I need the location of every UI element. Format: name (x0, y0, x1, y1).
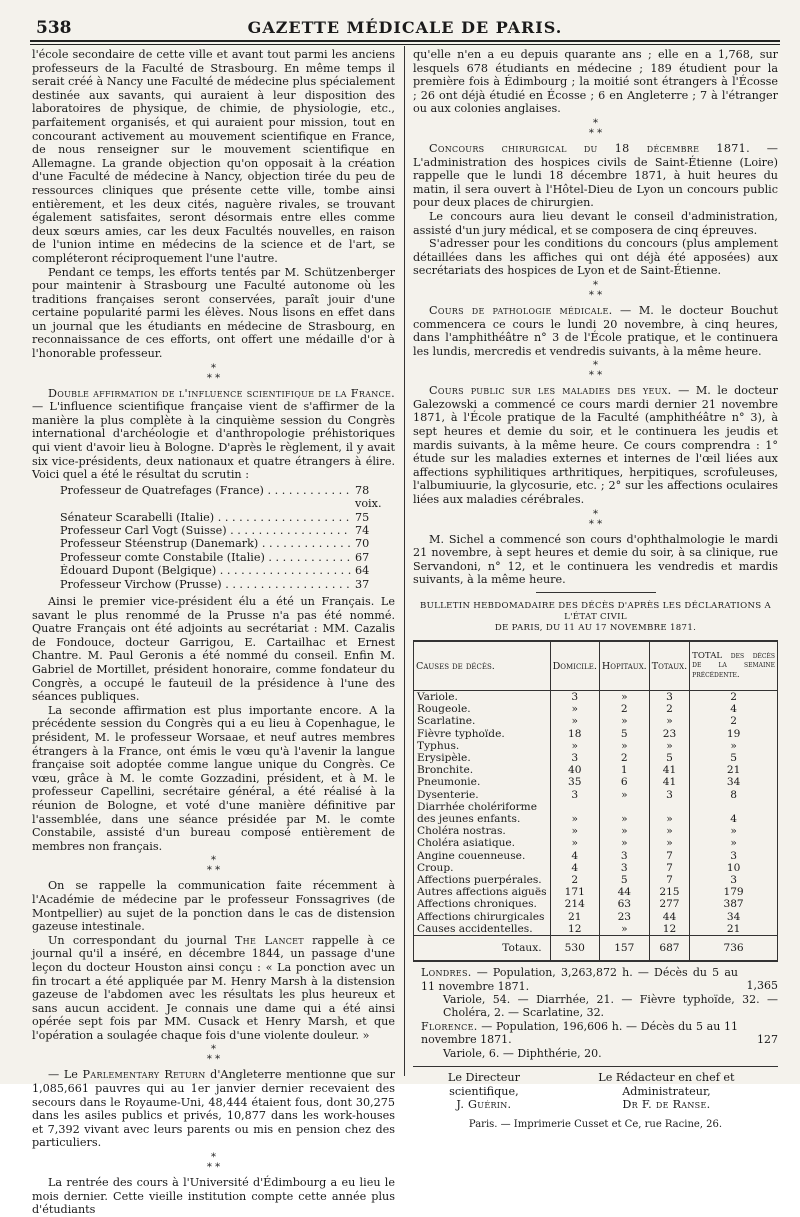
separator-rule (536, 592, 656, 593)
section-stars: * * * (206, 1152, 221, 1174)
article-paragraph: l'école secondaire de cette ville et avant tout parmi les anciens professeurs de la Faculté de Strasbourg. En même temps il serait créé à Nancy une Faculté de médecine plus spécialement destinée aux savants, qui auraient à leur disposition des laboratoires de physique, de chimie, de physiologie, etc., parfaitement organisés, et qui auraient pour mission, tout en concourant activement au mouvement scientifique en France, de nous renseigner sur le mouvement scientifique en Allemagne. La grande objection qu'on opposait à la création d'une Faculté de médecine à Nancy, objection tirée du peu de ressources cliniques que présente cette ville, tombe ainsi entièrement, et les deux cités, naguère rivales, se trouvant également satisfaites, seront désormais entre elles comme deux sœurs amies, car les deux Facultés nouvelles, en raison de l'union intime en médecins de la science et de l'art, se compléteront réciproquement l'une l'autre. (32, 48, 395, 265)
column-header: Hopitaux. (599, 641, 649, 691)
count-cell: » (690, 825, 778, 837)
count-cell: » (550, 715, 599, 727)
bulletin-title-line: BULLETIN HEBDOMADAIRE DES DÉCÈS D'APRÈS LES DÉCLARATIONS A L'ÉTAT CIVIL (419, 601, 771, 622)
count-cell: » (649, 837, 689, 849)
cause-cell: Pneumonie. (414, 776, 551, 788)
article-text: — L'administration des hospices civils de Saint-Étienne (Loire) rappelle que le lundi 18 décembre 1871, à huit heures du matin, il sera ouvert à l'Hôtel-Dieu de Lyon un concours public pour deux places de chirurgien. (413, 141, 778, 210)
article-paragraph (32, 1068, 395, 1150)
vote-count: 37 (355, 577, 370, 591)
bulletin-title-line: DE PARIS, DU 11 AU 17 NOVEMBRE 1871. (494, 623, 697, 633)
count-cell: » (599, 813, 649, 825)
city-deaths: 127 (757, 1032, 778, 1046)
count-cell: 4 (550, 850, 599, 862)
count-cell: 18 (550, 728, 599, 740)
table-row (414, 837, 778, 849)
vote-count: 64 (355, 564, 370, 578)
count-cell: 1 (599, 764, 649, 776)
cause-cell: Dysenterie. (414, 789, 551, 801)
cause-cell: Autres affections aiguës (414, 886, 551, 898)
count-cell: 3 (599, 862, 649, 874)
article-paragraph: qu'elle n'en a eu depuis quarante ans ; elle en a 1,768, sur lesquels 678 étudiants en médecine ; 189 étudient pour la première fois à Édimbourg ; la moitié sont étrangers à l'Écosse ; 26 ont déjà étudié en Écosse ; 6 en Angleterre ; 7 à l'étranger ou aux colonies anglaises. (413, 48, 778, 116)
count-cell: 387 (690, 898, 778, 910)
signature-role: Le Directeur scientifique, (447, 1071, 520, 1098)
count-cell: 5 (690, 752, 778, 764)
table-row (414, 825, 778, 837)
count-cell: » (649, 715, 689, 727)
count-cell: 3 (690, 850, 778, 862)
table-row (414, 801, 778, 813)
count-cell: » (599, 923, 649, 936)
city-row (413, 1020, 778, 1047)
cause-cell: Variole. (414, 691, 551, 704)
cause-cell: Fièvre typhoïde. (414, 728, 551, 740)
count-cell: 5 (599, 874, 649, 886)
count-cell: » (599, 715, 649, 727)
count-cell: » (690, 740, 778, 752)
page-number: 538 (36, 18, 72, 38)
article-text: Un correspondant du journal (48, 933, 235, 947)
count-cell: 4 (690, 813, 778, 825)
left-column (32, 48, 395, 1217)
cause-cell: Angine couenneuse. (414, 850, 551, 862)
count-cell (550, 801, 599, 813)
cause-cell: Affections chroniques. (414, 898, 551, 910)
count-cell: 3 (550, 752, 599, 764)
count-cell: 2 (599, 703, 649, 715)
table-row (414, 764, 778, 776)
city-stats: — Population, 3,263,872 h. — Décès du 5 au 11 novembre 1871. (421, 966, 738, 993)
count-cell: » (649, 813, 689, 825)
count-cell: 41 (649, 776, 689, 788)
article-paragraph (32, 934, 395, 1043)
editor-signature (555, 1071, 778, 1112)
article-paragraph (413, 304, 778, 358)
article-paragraph (413, 142, 778, 210)
cause-cell: Affections chirurgicales (414, 911, 551, 923)
count-cell: 44 (599, 886, 649, 898)
vote-row (60, 511, 395, 524)
header-rule (30, 40, 780, 42)
count-cell: 2 (649, 703, 689, 715)
signature-name: Dr F. de Ranse. (622, 1098, 711, 1112)
count-cell: 21 (690, 923, 778, 936)
count-cell: » (690, 837, 778, 849)
count-cell: 2 (690, 691, 778, 704)
city-text (413, 1020, 738, 1047)
count-cell: » (599, 789, 649, 801)
section-stars: * * * (588, 279, 603, 301)
table-row (414, 874, 778, 886)
column-header: Totaux. (649, 641, 689, 691)
cause-cell: Rougeole. (414, 703, 551, 715)
vote-count: 70 (355, 537, 370, 551)
article-heading: Double affirmation de l'influence scientifique de la France. (48, 386, 395, 400)
right-column (413, 48, 778, 1131)
column-header: TOTAL des décès de la semaine précédente. (690, 641, 778, 691)
vote-row (60, 551, 395, 564)
count-cell: 35 (550, 776, 599, 788)
vote-row (60, 537, 395, 550)
section-stars: * * * (588, 360, 603, 382)
count-cell: 3 (649, 789, 689, 801)
count-cell: » (550, 837, 599, 849)
article-heading: Cours de pathologie médicale. (429, 303, 613, 317)
column-header: Causes de décès. (414, 641, 551, 691)
count-cell: 214 (550, 898, 599, 910)
director-signature (413, 1071, 555, 1112)
column-header: Domicile. (550, 641, 599, 691)
article-paragraph (413, 384, 778, 506)
signature-name: J. Guérin. (456, 1098, 512, 1112)
table-row (414, 813, 778, 825)
cause-cell: Typhus. (414, 740, 551, 752)
candidate-name: Professeur Carl Vogt (Suisse) . . . (60, 524, 351, 537)
count-cell: 5 (649, 752, 689, 764)
city-deaths: 1,365 (746, 979, 778, 993)
article-text: — L'influence scientifique française vient de s'affirmer de la manière la plus complète à la cinquième session du Congrès international d'archéologie et d'anthropologie préhistoriques qui vient d'avoir lieu à Bologne. D'après le règlement, il y avait six vice-présidents, deux nationaux et quatre étrangers à élire. Voici quel a été le résultat du scrutin : (32, 400, 395, 482)
count-cell: 63 (599, 898, 649, 910)
count-cell: 3 (550, 691, 599, 704)
article-heading: Concours chirurgical du 18 décembre 1871. (429, 141, 750, 155)
count-cell: » (550, 703, 599, 715)
city-row (413, 966, 778, 993)
count-cell: » (550, 740, 599, 752)
table-row (414, 923, 778, 936)
city-stats: — Population, 196,606 h. — Décès du 5 au 11 novembre 1871. (421, 1019, 738, 1047)
count-cell: 5 (599, 728, 649, 740)
foreign-cities (413, 966, 778, 1060)
deaths-table (413, 640, 778, 962)
article-heading: Cours public sur les maladies des yeux. (429, 384, 672, 398)
count-cell: 215 (649, 886, 689, 898)
count-cell: 179 (690, 886, 778, 898)
count-cell: 23 (599, 911, 649, 923)
city-text (413, 966, 738, 993)
article-paragraph: On se rappelle la communication faite récemment à l'Académie de médecine par le professeur Fonssagrives (de Montpellier) au sujet de la ponction dans le cas de distension gazeuse intestinale. (32, 879, 395, 934)
count-cell (649, 801, 689, 813)
count-cell: 7 (649, 862, 689, 874)
count-cell: » (599, 691, 649, 704)
count-cell: » (649, 740, 689, 752)
total-cell: 687 (649, 936, 689, 962)
totals-row (414, 936, 778, 962)
count-cell: » (599, 740, 649, 752)
count-cell: 10 (690, 862, 778, 874)
count-cell: 34 (690, 911, 778, 923)
candidate-name: Professeur Stéenstrup (Danemark) . . . (60, 537, 351, 550)
count-cell: 19 (690, 728, 778, 740)
table-row (414, 715, 778, 727)
table-row (414, 911, 778, 923)
article-text: rappelle à ce journal qu'il a inséré, en décembre 1844, un passage d'une leçon du docteur Houston ainsi conçu : « La ponction avec un fin trocart a été appliquée par M. Henry Marsh à la distension gazeuse de l'abdomen avec les résultats les plus heureux et sans aucun accident. Je connais une dame qui a été ainsi opérée sept fois par MM. Cusack et Henry Marsh, et que l'opération a soulagée chaque fois d'une violente douleur. » (32, 933, 395, 1042)
count-cell: 3 (550, 789, 599, 801)
count-cell: » (649, 825, 689, 837)
table-body (414, 691, 778, 962)
total-cell: 736 (690, 936, 778, 962)
cause-cell: Scarlatine. (414, 715, 551, 727)
article-text: d'Angleterre mentionne que sur 1,085,661 pauvres qui au 1er janvier dernier recevaient des secours dans le Royaume-Uni, 48,444 étaient fous, dont 30,275 dans les asiles publics et privés, 10,877 dans les work-houses et 7,392 vivant avec leurs parents ou mis en pension chez des particuliers. (32, 1068, 395, 1150)
table-row (414, 752, 778, 764)
vote-row (60, 524, 395, 537)
cause-cell: Choléra asiatique. (414, 837, 551, 849)
section-stars: * * * (588, 117, 603, 139)
vote-row (60, 484, 395, 511)
count-cell: 2 (550, 874, 599, 886)
cause-cell: Croup. (414, 862, 551, 874)
count-cell: 7 (649, 874, 689, 886)
count-cell: » (599, 837, 649, 849)
candidate-name: Professeur Virchow (Prusse) . . . (60, 578, 351, 591)
count-cell: 23 (649, 728, 689, 740)
count-cell: 2 (599, 752, 649, 764)
cause-cell: des jeunes enfants. (414, 813, 551, 825)
article-paragraph: La rentrée des cours à l'Université d'Édimbourg a eu lieu le mois dernier. Cette vieille institution compte cette année plus d'étudiants (32, 1176, 395, 1217)
article-text: — M. le docteur Galezowski a commencé ce cours mardi dernier 21 novembre 1871, à l'École pratique de la Faculté (amphithéâtre n° 3), à sept heures et demie du soir, et le continuera les jeudis et mardis suivants, à la même heure. Ce cours comprendra : 1° étude sur les maladies externes et internes de l'œil liées aux affections syphilitiques arthritiques, herpitiques, scrofuleuses, l'albumiuurie, la glycosurie, etc. ; 2° sur les affections oculaires liées aux maladies cérébrales. (413, 384, 778, 507)
cause-cell: Erysipèle. (414, 752, 551, 764)
city-causes: Variole, 54. — Diarrhée, 21. — Fièvre typhoïde, 32. — Choléra, 2. — Scarlatine, 32. (443, 993, 778, 1020)
count-cell: » (550, 825, 599, 837)
count-cell: 4 (550, 862, 599, 874)
total-cell: 157 (599, 936, 649, 962)
count-cell: 4 (690, 703, 778, 715)
count-cell: 7 (649, 850, 689, 862)
vote-count: 75 (355, 510, 370, 524)
count-cell: 21 (550, 911, 599, 923)
count-cell: » (550, 813, 599, 825)
cause-cell: Causes accidentelles. (414, 923, 551, 936)
signature-block (413, 1066, 778, 1112)
count-cell: 3 (599, 850, 649, 862)
count-cell (599, 801, 649, 813)
table-header-row (414, 641, 778, 691)
city-name: Londres. (421, 966, 472, 980)
table-row (414, 898, 778, 910)
report-name: Parlementary Return (82, 1068, 206, 1082)
imprint: Paris. — Imprimerie Cusset et Ce, rue Racine, 26. (468, 1118, 723, 1130)
totals-label: Totaux. (414, 936, 551, 962)
article-text: — Le (48, 1068, 83, 1082)
candidate-name: Professeur de Quatrefages (France) . . . (60, 484, 351, 511)
count-cell: 277 (649, 898, 689, 910)
count-cell: 21 (690, 764, 778, 776)
table-row (414, 691, 778, 704)
header-rule-thin (30, 44, 780, 45)
section-stars: * * * (206, 1044, 221, 1066)
signature-role: Le Rédacteur en chef et Administrateur, (598, 1071, 735, 1098)
cause-cell: Bronchite. (414, 764, 551, 776)
count-cell: 40 (550, 764, 599, 776)
journal-title: GAZETTE MÉDICALE DE PARIS. (247, 18, 563, 37)
vote-count: 78 voix. (355, 483, 382, 511)
table-row (414, 728, 778, 740)
count-cell (690, 801, 778, 813)
count-cell: 3 (649, 691, 689, 704)
vote-results (60, 484, 395, 591)
count-cell: 12 (550, 923, 599, 936)
count-cell: 6 (599, 776, 649, 788)
vote-row (60, 578, 395, 591)
cause-cell: Choléra nostras. (414, 825, 551, 837)
vote-count: 67 (355, 550, 370, 564)
article-paragraph: Pendant ce temps, les efforts tentés par M. Schützenberger pour maintenir à Strasbourg une Faculté autonome où les traditions françaises seront conservées, paraît jouir d'une certaine popularité parmi les élèves. Nous lisons en effet dans un journal que les étudiants en médecine de Strasbourg, en reconnaissance de ces efforts, ont offert une médaille d'or à l'honorable professeur. (32, 265, 395, 361)
journal-name: The Lancet (234, 933, 304, 947)
article-paragraph: Ainsi le premier vice-président élu a été un Français. Le savant le plus renommé de la Prusse n'a pas été nommé. Quatre Français ont été adjoints au secrétariat : MM. Cazalis de Fondouce, docteur Garrigou, E. Cartailhac et Ernest Chantre. M. Paul Geronis a été nommé du conseil. Enfin M. Gabriel de Mortillet, président honoraire, comme fondateur du Congrès, a occupé le fauteuil de la présidence à l'une des séances publiques. (32, 595, 395, 704)
count-cell: » (599, 825, 649, 837)
column-divider (404, 46, 405, 1076)
article-text: — M. le docteur Bouchut commencera ce cours le lundi 20 novembre, à cinq heures, dans l'amphithéâtre n° 3 de l'École pratique, et le continuera les lundis, mercredis et vendredis suivants, à la même heure. (413, 303, 778, 358)
cause-cell: Diarrhée cholériforme (414, 801, 551, 813)
article-paragraph: M. Sichel a commencé son cours d'ophthalmologie le mardi 21 novembre, à sept heures et demie du soir, à sa clinique, rue Servandoni, n° 12, et le continuera les vendredis et mardis suivants, à la même heure. (413, 532, 778, 587)
article-paragraph: La seconde affirmation est plus importante encore. A la précédente session du Congrès qui a eu lieu à Copenhague, le président, M. le professeur Worsaae, et neuf autres membres étrangers à la France, ont émis le vœu qu'à l'avenir la langue française soit adoptée comme langue unique du Congrès. Ce vœu, grâce à M. le comte Gozzadini, président, et à M. le professeur Capellini, secrétaire général, a été réalisé à la réunion de Bologne, et voté d'une manière définitive par l'assemblée, dans une séance présidée par M. le comte Constabile, assisté d'un bureau composé entièrement de membres non français. (32, 703, 395, 853)
city-name: Florence. (421, 1019, 478, 1033)
page-header (30, 14, 780, 40)
vote-row (60, 564, 395, 577)
count-cell: 41 (649, 764, 689, 776)
count-cell: 8 (690, 789, 778, 801)
table-row (414, 850, 778, 862)
candidate-name: Professeur comte Constabile (Italie) . . . (60, 551, 351, 564)
city-causes: Variole, 6. — Diphthérie, 20. (443, 1046, 602, 1060)
count-cell: 34 (690, 776, 778, 788)
table-row (414, 862, 778, 874)
candidate-name: Sénateur Scarabelli (Italie) . . . (60, 511, 351, 524)
bulletin-title (413, 601, 778, 634)
cause-cell: Affections puerpérales. (414, 874, 551, 886)
section-stars: * * * (206, 855, 221, 877)
table-row (414, 776, 778, 788)
article-paragraph: S'adresser pour les conditions du concours (plus amplement détaillées dans les affiches qui ont déjà été apposées) aux secrétariats des hospices de Lyon et de Saint-Étienne. (413, 237, 778, 278)
section-stars: * * * (206, 362, 221, 384)
candidate-name: Édouard Dupont (Belgique) . . . (60, 564, 351, 577)
table-row (414, 789, 778, 801)
table-row (414, 740, 778, 752)
table-row (414, 886, 778, 898)
count-cell: 3 (690, 874, 778, 886)
count-cell: 44 (649, 911, 689, 923)
total-cell: 530 (550, 936, 599, 962)
count-cell: 12 (649, 923, 689, 936)
count-cell: 2 (690, 715, 778, 727)
article-paragraph (32, 387, 395, 482)
article-paragraph: Le concours aura lieu devant le conseil d'administration, assisté d'un jury médical, et se composera de cinq épreuves. (413, 209, 778, 237)
section-stars: * * * (588, 508, 603, 530)
vote-count: 74 (355, 524, 370, 538)
table-row (414, 703, 778, 715)
count-cell: 171 (550, 886, 599, 898)
